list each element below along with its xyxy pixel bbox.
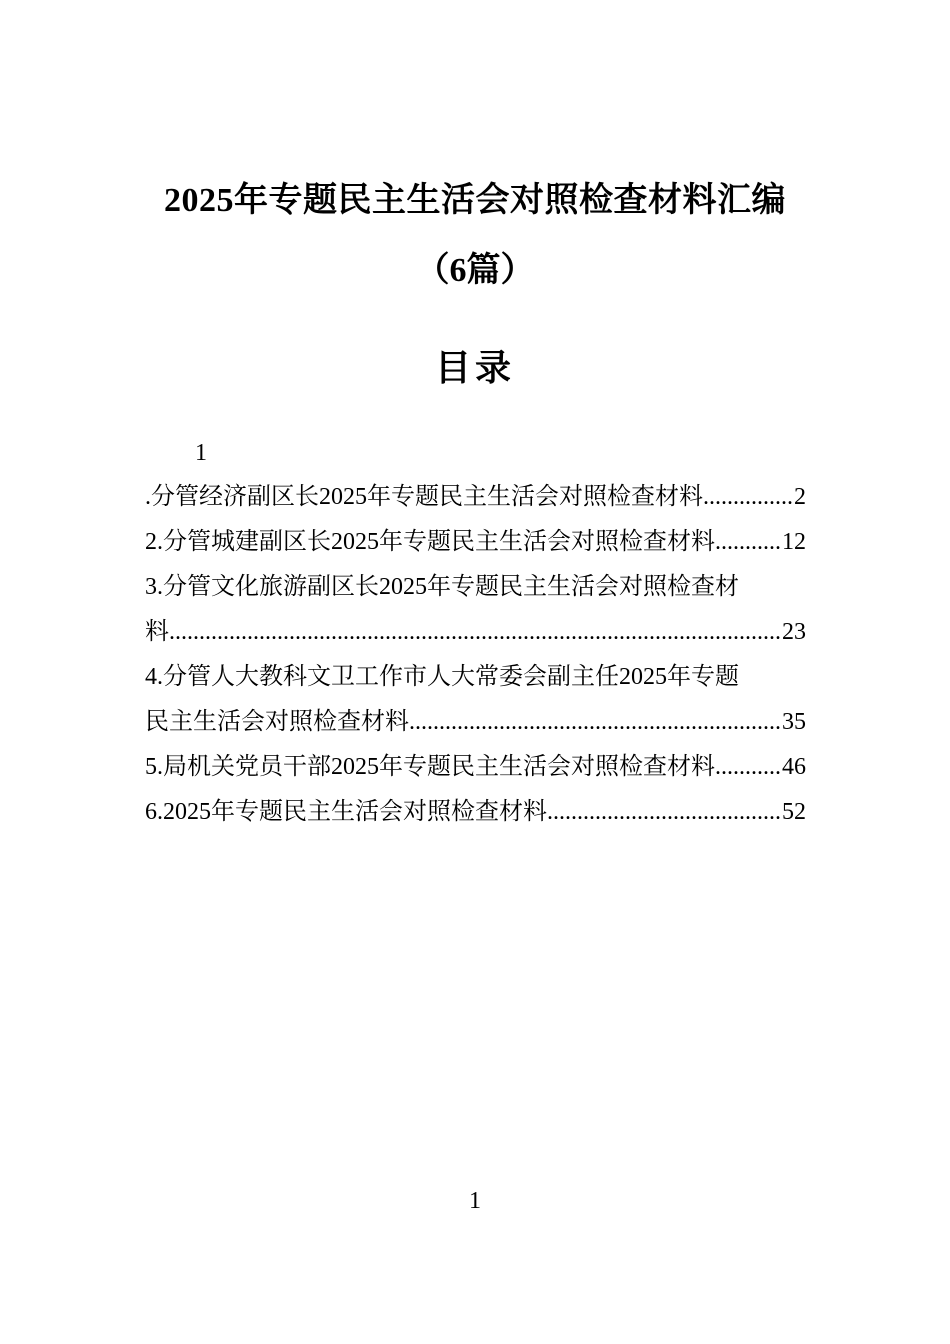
toc-page: 46	[782, 754, 806, 780]
document-title: 2025年专题民主生活会对照检查材料汇编	[164, 182, 786, 219]
toc-entry-title: 4.分管人大教科文卫工作市人大常委会副主任2025年专题	[145, 664, 739, 690]
toc-entry-1[interactable]	[145, 480, 806, 514]
toc-entry-title: 3.分管文化旅游副区长2025年专题民主生活会对照检查材	[145, 574, 739, 600]
toc-leader	[547, 795, 782, 829]
document-subtitle: （6篇）	[415, 252, 535, 289]
page-number: 1	[469, 1188, 481, 1214]
toc-leader	[715, 750, 782, 784]
toc-entry-3[interactable]	[145, 570, 806, 604]
toc-entry-title: 5.局机关党员干部2025年专题民主生活会对照检查材料	[145, 754, 715, 780]
toc-page: 2	[794, 484, 806, 510]
toc-page: 35	[782, 709, 806, 735]
toc-page: 52	[782, 799, 806, 825]
toc-page: 12	[782, 529, 806, 555]
toc-heading: 目录	[434, 348, 515, 388]
toc-entry-title: 料	[145, 619, 169, 645]
toc-leader	[703, 480, 794, 514]
toc-entry-6[interactable]	[145, 795, 806, 829]
toc-entry-title: 6.2025年专题民主生活会对照检查材料	[145, 799, 547, 825]
toc-entry-2[interactable]	[145, 525, 806, 559]
toc-entry-title: 2.分管城建副区长2025年专题民主生活会对照检查材料	[145, 529, 715, 555]
toc-entry-3-cont[interactable]	[145, 615, 806, 649]
toc-leader	[715, 525, 782, 559]
toc-entry-4[interactable]	[145, 660, 806, 694]
toc-entry-5[interactable]	[145, 750, 806, 784]
toc-page: 23	[782, 619, 806, 645]
toc-leader	[409, 705, 782, 739]
toc-entry-title: .分管经济副区长2025年专题民主生活会对照检查材料	[145, 484, 703, 510]
toc-stray-number: 1	[195, 440, 207, 466]
toc-leader	[169, 615, 782, 649]
toc-entry-title: 民主生活会对照检查材料	[145, 709, 409, 735]
toc-entry-4-cont[interactable]	[145, 705, 806, 739]
